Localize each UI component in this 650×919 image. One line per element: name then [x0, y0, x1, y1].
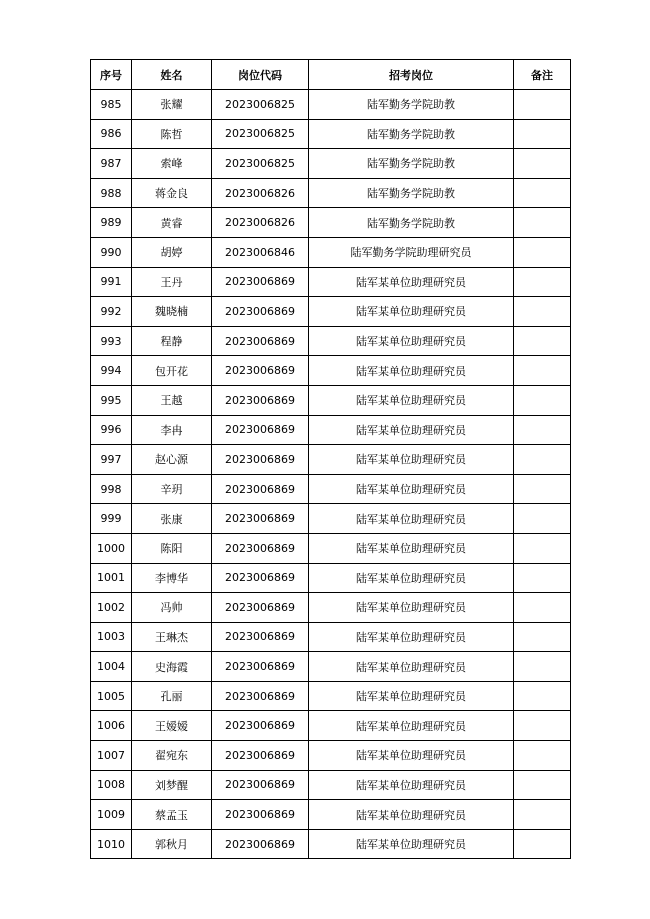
cell-remark	[514, 593, 571, 623]
cell-position: 陆军某单位助理研究员	[309, 504, 514, 534]
cell-remark	[514, 445, 571, 475]
cell-code: 2023006869	[212, 297, 309, 327]
table-row	[91, 741, 571, 771]
cell-name: 蒋金良	[132, 178, 212, 208]
table-row	[91, 119, 571, 149]
table-row	[91, 178, 571, 208]
table-body	[91, 90, 571, 859]
cell-name: 胡婷	[132, 237, 212, 267]
cell-remark	[514, 770, 571, 800]
cell-position: 陆军某单位助理研究员	[309, 533, 514, 563]
cell-index: 1009	[91, 800, 132, 830]
cell-index: 991	[91, 267, 132, 297]
cell-code: 2023006869	[212, 829, 309, 859]
cell-code: 2023006825	[212, 90, 309, 120]
table-row	[91, 237, 571, 267]
cell-remark	[514, 356, 571, 386]
cell-code: 2023006869	[212, 415, 309, 445]
cell-name: 张耀	[132, 90, 212, 120]
cell-position: 陆军某单位助理研究员	[309, 800, 514, 830]
cell-index: 985	[91, 90, 132, 120]
cell-index: 1001	[91, 563, 132, 593]
cell-position: 陆军某单位助理研究员	[309, 563, 514, 593]
cell-name: 索峰	[132, 149, 212, 179]
cell-position: 陆军某单位助理研究员	[309, 770, 514, 800]
cell-position: 陆军某单位助理研究员	[309, 652, 514, 682]
cell-code: 2023006825	[212, 149, 309, 179]
cell-index: 992	[91, 297, 132, 327]
cell-position: 陆军勤务学院助教	[309, 90, 514, 120]
cell-position: 陆军某单位助理研究员	[309, 356, 514, 386]
cell-position: 陆军某单位助理研究员	[309, 829, 514, 859]
cell-position: 陆军某单位助理研究员	[309, 681, 514, 711]
cell-remark	[514, 90, 571, 120]
cell-remark	[514, 741, 571, 771]
cell-code: 2023006869	[212, 474, 309, 504]
table-row	[91, 326, 571, 356]
cell-code: 2023006869	[212, 741, 309, 771]
table-row	[91, 385, 571, 415]
cell-index: 1003	[91, 622, 132, 652]
cell-code: 2023006869	[212, 504, 309, 534]
cell-index: 998	[91, 474, 132, 504]
cell-code: 2023006869	[212, 652, 309, 682]
cell-name: 张康	[132, 504, 212, 534]
cell-remark	[514, 149, 571, 179]
table-row	[91, 681, 571, 711]
cell-code: 2023006869	[212, 593, 309, 623]
cell-code: 2023006869	[212, 326, 309, 356]
cell-remark	[514, 415, 571, 445]
cell-code: 2023006869	[212, 711, 309, 741]
cell-position: 陆军某单位助理研究员	[309, 711, 514, 741]
table-row	[91, 652, 571, 682]
cell-position: 陆军某单位助理研究员	[309, 622, 514, 652]
cell-name: 陈哲	[132, 119, 212, 149]
cell-name: 李博华	[132, 563, 212, 593]
table-row	[91, 770, 571, 800]
cell-index: 1005	[91, 681, 132, 711]
cell-remark	[514, 178, 571, 208]
cell-code: 2023006869	[212, 445, 309, 475]
cell-remark	[514, 326, 571, 356]
cell-name: 王琳杰	[132, 622, 212, 652]
cell-code: 2023006869	[212, 770, 309, 800]
cell-remark	[514, 474, 571, 504]
cell-remark	[514, 563, 571, 593]
cell-code: 2023006869	[212, 356, 309, 386]
cell-index: 999	[91, 504, 132, 534]
header-index: 序号	[91, 60, 132, 90]
cell-remark	[514, 119, 571, 149]
cell-code: 2023006869	[212, 622, 309, 652]
cell-name: 程静	[132, 326, 212, 356]
header-remark: 备注	[514, 60, 571, 90]
cell-remark	[514, 267, 571, 297]
cell-position: 陆军某单位助理研究员	[309, 445, 514, 475]
cell-index: 1000	[91, 533, 132, 563]
table-row	[91, 711, 571, 741]
cell-code: 2023006826	[212, 178, 309, 208]
cell-name: 蔡孟玉	[132, 800, 212, 830]
cell-remark	[514, 533, 571, 563]
cell-index: 1006	[91, 711, 132, 741]
table-row	[91, 415, 571, 445]
cell-position: 陆军某单位助理研究员	[309, 385, 514, 415]
header-row	[91, 60, 571, 90]
table-row	[91, 208, 571, 238]
cell-position: 陆军勤务学院助理研究员	[309, 237, 514, 267]
cell-index: 987	[91, 149, 132, 179]
table-row	[91, 593, 571, 623]
header-name: 姓名	[132, 60, 212, 90]
cell-index: 995	[91, 385, 132, 415]
table-row	[91, 474, 571, 504]
cell-name: 黄睿	[132, 208, 212, 238]
cell-name: 王嫒嫒	[132, 711, 212, 741]
cell-position: 陆军勤务学院助教	[309, 119, 514, 149]
cell-remark	[514, 385, 571, 415]
cell-code: 2023006825	[212, 119, 309, 149]
cell-code: 2023006846	[212, 237, 309, 267]
cell-name: 王越	[132, 385, 212, 415]
table-row	[91, 829, 571, 859]
cell-name: 孔丽	[132, 681, 212, 711]
cell-remark	[514, 297, 571, 327]
cell-position: 陆军勤务学院助教	[309, 149, 514, 179]
table-row	[91, 267, 571, 297]
cell-index: 1002	[91, 593, 132, 623]
cell-index: 1008	[91, 770, 132, 800]
cell-position: 陆军勤务学院助教	[309, 208, 514, 238]
cell-position: 陆军某单位助理研究员	[309, 297, 514, 327]
cell-code: 2023006869	[212, 267, 309, 297]
table-row	[91, 622, 571, 652]
cell-index: 986	[91, 119, 132, 149]
cell-position: 陆军某单位助理研究员	[309, 326, 514, 356]
table-row	[91, 90, 571, 120]
cell-index: 1004	[91, 652, 132, 682]
cell-name: 包开花	[132, 356, 212, 386]
cell-code: 2023006869	[212, 563, 309, 593]
cell-position: 陆军某单位助理研究员	[309, 741, 514, 771]
cell-name: 辛玥	[132, 474, 212, 504]
cell-remark	[514, 652, 571, 682]
cell-name: 王丹	[132, 267, 212, 297]
cell-index: 993	[91, 326, 132, 356]
cell-name: 史海霞	[132, 652, 212, 682]
cell-index: 994	[91, 356, 132, 386]
cell-position: 陆军某单位助理研究员	[309, 474, 514, 504]
cell-code: 2023006826	[212, 208, 309, 238]
table-row	[91, 563, 571, 593]
table-row	[91, 149, 571, 179]
cell-index: 1010	[91, 829, 132, 859]
cell-remark	[514, 711, 571, 741]
cell-code: 2023006869	[212, 385, 309, 415]
cell-position: 陆军某单位助理研究员	[309, 267, 514, 297]
cell-remark	[514, 208, 571, 238]
cell-name: 冯帅	[132, 593, 212, 623]
cell-remark	[514, 504, 571, 534]
header-position: 招考岗位	[309, 60, 514, 90]
table-row	[91, 533, 571, 563]
cell-index: 988	[91, 178, 132, 208]
cell-position: 陆军某单位助理研究员	[309, 415, 514, 445]
cell-index: 1007	[91, 741, 132, 771]
cell-code: 2023006869	[212, 800, 309, 830]
cell-remark	[514, 622, 571, 652]
cell-name: 魏晓楠	[132, 297, 212, 327]
table-header	[91, 60, 571, 90]
cell-index: 997	[91, 445, 132, 475]
cell-name: 刘梦醒	[132, 770, 212, 800]
cell-name: 郭秋月	[132, 829, 212, 859]
cell-name: 陈阳	[132, 533, 212, 563]
cell-remark	[514, 800, 571, 830]
table-row	[91, 800, 571, 830]
table-row	[91, 356, 571, 386]
table-row	[91, 445, 571, 475]
cell-name: 赵心源	[132, 445, 212, 475]
cell-code: 2023006869	[212, 533, 309, 563]
cell-remark	[514, 829, 571, 859]
cell-index: 989	[91, 208, 132, 238]
cell-position: 陆军某单位助理研究员	[309, 593, 514, 623]
table-row	[91, 297, 571, 327]
cell-position: 陆军勤务学院助教	[309, 178, 514, 208]
table-row	[91, 504, 571, 534]
cell-name: 翟宛东	[132, 741, 212, 771]
header-code: 岗位代码	[212, 60, 309, 90]
cell-code: 2023006869	[212, 681, 309, 711]
cell-index: 996	[91, 415, 132, 445]
candidate-table	[90, 59, 571, 859]
cell-name: 李冉	[132, 415, 212, 445]
cell-index: 990	[91, 237, 132, 267]
cell-remark	[514, 681, 571, 711]
cell-remark	[514, 237, 571, 267]
